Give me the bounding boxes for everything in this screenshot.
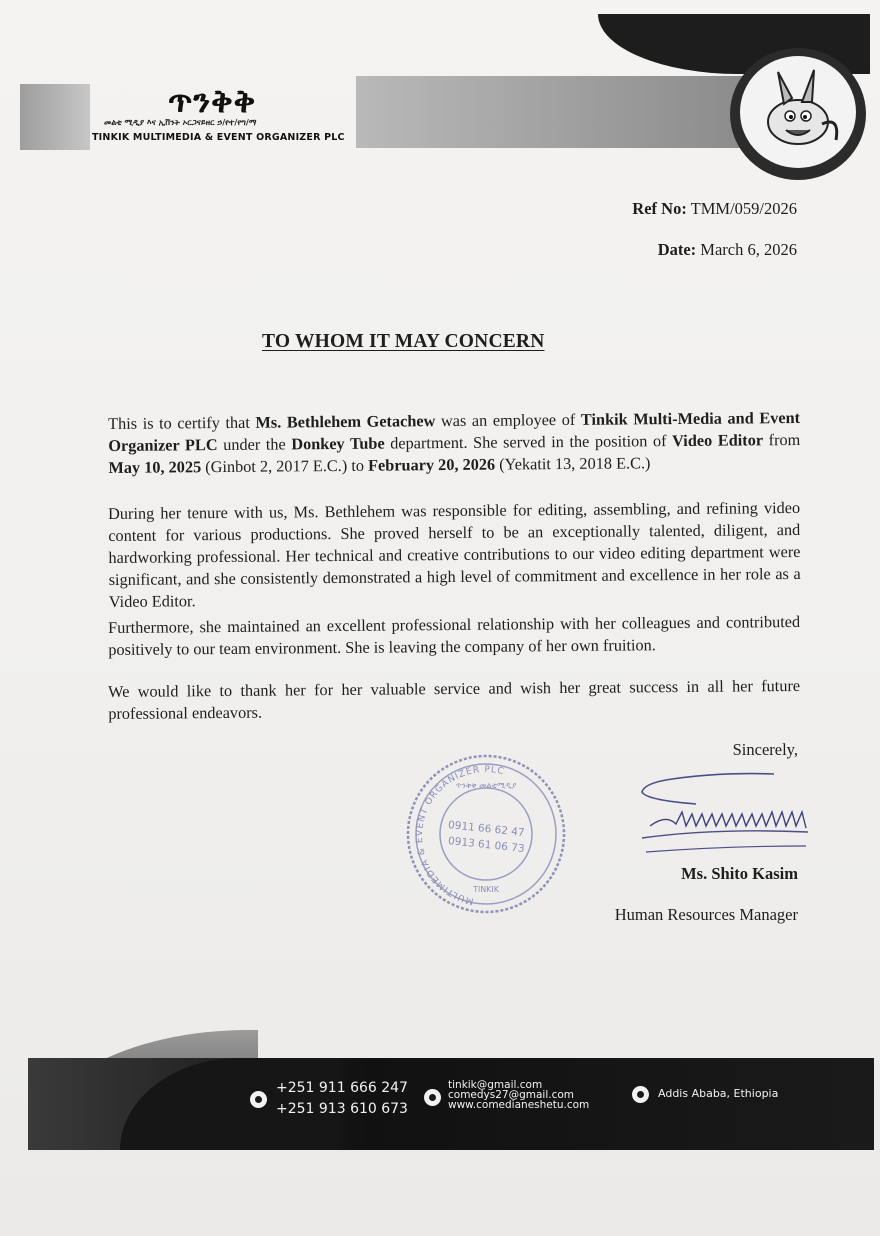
logo-subtitle-amharic: መልቲ ሚዲያ እና ኢቨንት ኦርጋናይዘር ኃ/የተ/የግ/ማ (104, 118, 257, 127)
paragraph-certification: This is to certify that Ms. Bethlehem Getachew was an employee of Tinkik Multi-Media and Event Organizer PLC under the Donkey Tube department. She served in the position of Video Editor from May 10, 2025 (Ginbot 2, 2017 E.C.) to February 20, 2026 (Yekatit 13, 2018 E.C.) (108, 407, 801, 477)
email-icon (424, 1089, 441, 1106)
phone-icon (250, 1091, 267, 1108)
paragraph-relationship: Furthermore, she maintained an excellent professional relationship with her colleagues and contributed positively to our team environment. She is leaving the company of her own fruition. (108, 611, 801, 659)
logo-amharic: ጥንቅቅ (168, 82, 257, 120)
signer-name: Ms. Shito Kasim (681, 864, 798, 883)
closing-sincerely: Sincerely, (732, 740, 798, 759)
stamp-phone-2: 0913 61 06 73 (447, 835, 526, 855)
donkey-mascot-icon (740, 56, 856, 168)
company-name: TINKIK MULTIMEDIA & EVENT ORGANIZER PLC (92, 132, 345, 143)
company-stamp (402, 752, 570, 917)
footer-phone-1: +251 911 666 247 (276, 1080, 408, 1096)
footer-email-1: tinkik@gmail.com (448, 1079, 543, 1091)
footer-email-2: comedys27@gmail.com (448, 1089, 575, 1101)
stamp-phone-1: 0911 66 62 47 (447, 819, 526, 839)
paragraph-tenure: During her tenure with us, Ms. Bethlehem was responsible for editing, assembling, and refining video content for various productions. She proved herself to be an exceptionally talented, diligent, and hardworking professional. Her technical and creative contributions to our video editing department were significant, and she consistently demonstrated a high level of commitment and excellence in her role as a Video Editor. (108, 497, 801, 611)
header-right-bar (356, 76, 756, 148)
stamp-ring-text: MULTIMEDIA & EVENT ORGANIZER PLC (414, 764, 506, 906)
handwritten-signature (636, 768, 814, 858)
stamp-top-text: ጥንቅቅ መልቲሚዲያ (455, 781, 517, 790)
letter-date: Date: March 6, 2026 (657, 240, 797, 259)
paragraph-thanks: We would like to thank her for her valuable service and wish her great success in all her future professional endeavors. (108, 675, 801, 723)
footer-address: Addis Ababa, Ethiopia (658, 1087, 779, 1100)
stamp-company: TINKIK (472, 885, 500, 894)
signer-title: Human Resources Manager (614, 905, 798, 924)
footer-phone-2: +251 913 610 673 (276, 1101, 408, 1117)
header-left-bar (20, 84, 90, 150)
footer-website: www.comedianeshetu.com (448, 1099, 590, 1111)
location-pin-icon (632, 1086, 649, 1103)
reference-number: Ref No: TMM/059/2026 (632, 199, 797, 218)
letter-heading: TO WHOM IT MAY CONCERN (262, 331, 545, 352)
